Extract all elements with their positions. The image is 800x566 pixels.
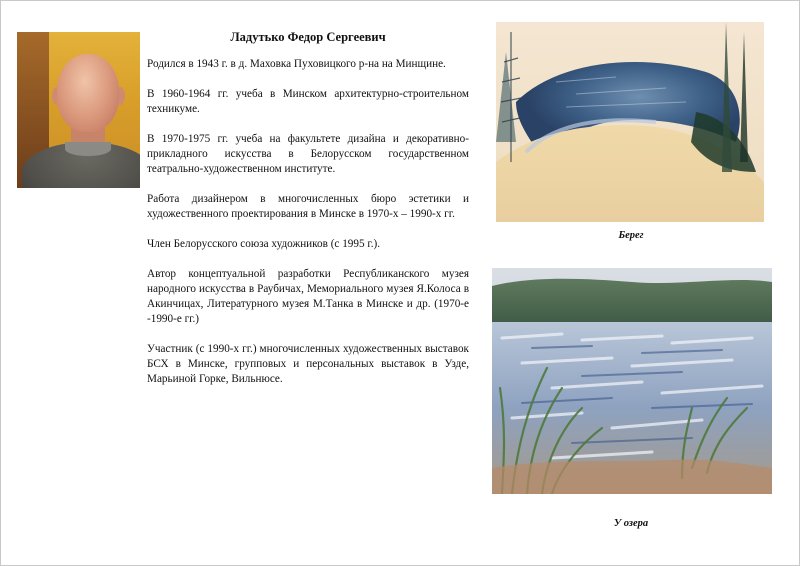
bio-paragraph: В 1960-1964 гг. учеба в Минском архитектурно-строительном техникуме.	[147, 88, 469, 115]
page-title: Ладутько Федор Сергеевич	[230, 30, 386, 44]
bio-paragraph: Работа дизайнером в многочисленных бюро эстетики и художественного проектирования в Минске в 1970-х – 1990-х гг.	[147, 193, 469, 220]
bio-paragraph: Участник (с 1990-х гг.) многочисленных художественных выставок БСХ в Минске, групповых и персональных выставок в Узде, Марьиной Горке, Вильнюсе.	[147, 343, 469, 385]
bio-paragraph: Автор концептуальной разработки Республиканского музея народного искусства в Раубичах, Мемориального музея Я.Колоса в Акинчицах, Литературного музея М.Танка в Минске и др. (1970-е -1990-е гг.)	[147, 268, 469, 325]
bio-paragraph: Член Белорусского союза художников (с 1995 г.).	[147, 238, 381, 250]
painting-at-lake	[492, 268, 772, 494]
painting-caption: Берег	[618, 230, 644, 241]
bio-paragraph: В 1970-1975 гг. учеба на факультете дизайна и декоративно-прикладного искусства в Белорусском государственном театрально-художественном институте.	[147, 133, 469, 175]
bio-paragraph: Родился в 1943 г. в д. Маховка Пуховицкого р-на на Минщине.	[147, 58, 446, 70]
biography-text	[147, 30, 469, 402]
painting-shore	[496, 22, 764, 222]
painting-caption: У озера	[613, 518, 649, 529]
artist-portrait-photo	[17, 32, 140, 188]
